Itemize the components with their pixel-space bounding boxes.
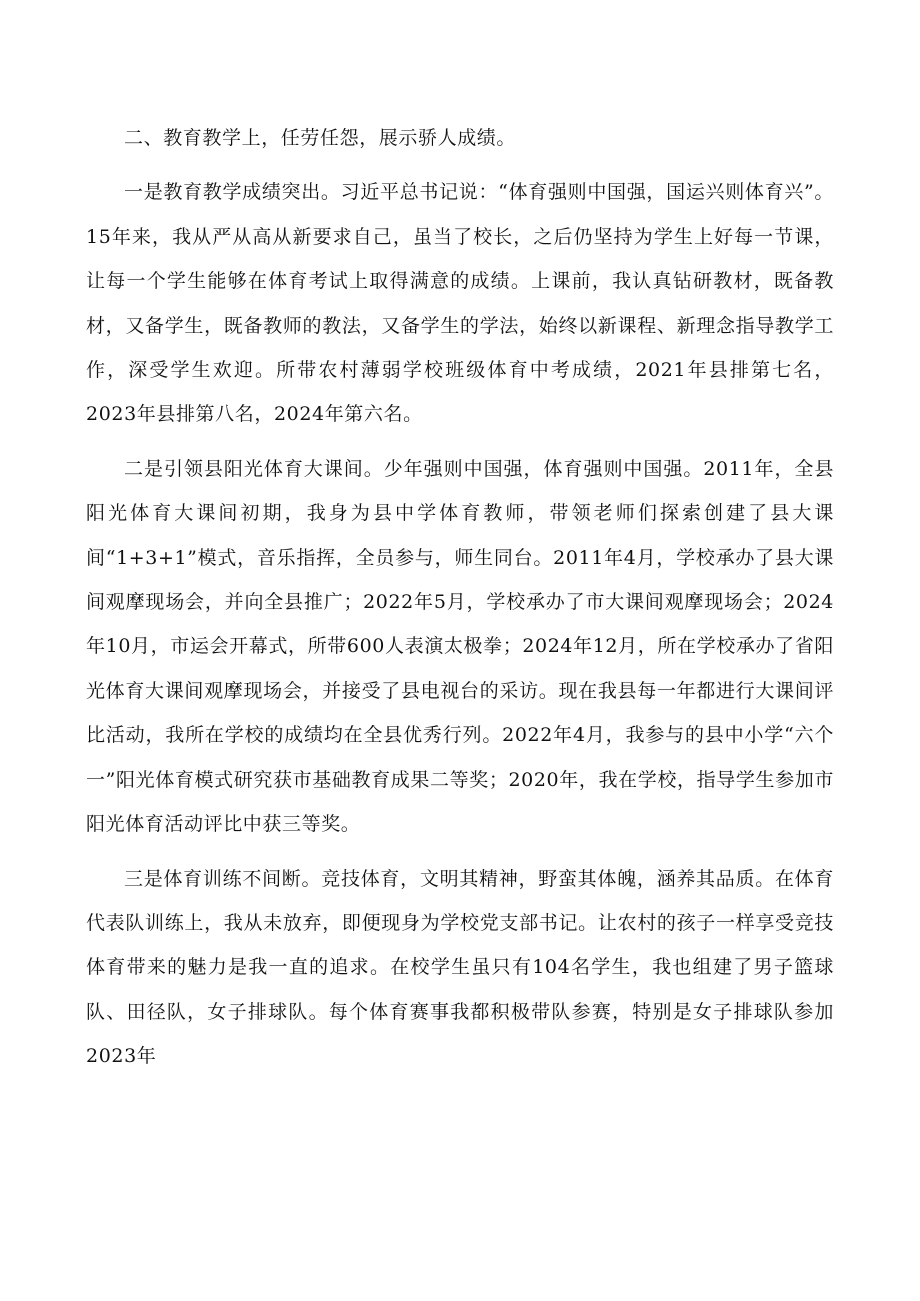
section-heading: 二、教育教学上，任劳任怨，展示骄人成绩。: [124, 127, 517, 149]
document-body: [86, 116, 834, 1079]
paragraph-sports-training: 三是体育训练不间断。竞技体育，文明其精神，野蛮其体魄，涵养其品质。在体育代表队训练上，我从未放弃，即便现身为学校党支部书记。让农村的孩子一样享受竞技体育带来的魅力是我一直的追求。在校学生虽只有104名学生，我也组建了男子篮球队、田径队，女子排球队。每个体育赛事我都积极带队参赛，特别是女子排球队参加2023年: [86, 867, 834, 1068]
paragraph-teaching-results: 一是教育教学成绩突出。习近平总书记说：“体育强则中国强，国运兴则体育兴”。15年来，我从严从高从新要求自己，虽当了校长，之后仍坚持为学生上好每一节课，让每一个学生能够在体育考试上取得满意的成绩。上课前，我认真钻研教材，既备教材，又备学生，既备教师的教法，又备学生的学法，始终以新课程、新理念指导教学工作，深受学生欢迎。所带农村薄弱学校班级体育中考成绩，2021年县排第七名，2023年县排第八名，2024年第六名。: [86, 181, 834, 426]
paragraph-sunshine-sports: 二是引领县阳光体育大课间。少年强则中国强，体育强则中国强。2011年，全县阳光体育大课间初期，我身为县中学体育教师，带领老师们探索创建了县大课间“1+3+1”模式，音乐指挥，全员参与，师生同台。2011年4月，学校承办了县大课间观摩现场会，并向全县推广；2022年5月，学校承办了市大课间观摩现场会；2024年10月，市运会开幕式，所带600人表演太极拳；2024年12月，所在学校承办了省阳光体育大课间观摩现场会，并接受了县电视台的采访。现在我县每一年都进行大课间评比活动，我所在学校的成绩均在全县优秀行列。2022年4月，我参与的县中小学“六个一”阳光体育模式研究获市基础教育成果二等奖；2020年，我在学校，指导学生参加市阳光体育活动评比中获三等奖。: [86, 457, 834, 836]
